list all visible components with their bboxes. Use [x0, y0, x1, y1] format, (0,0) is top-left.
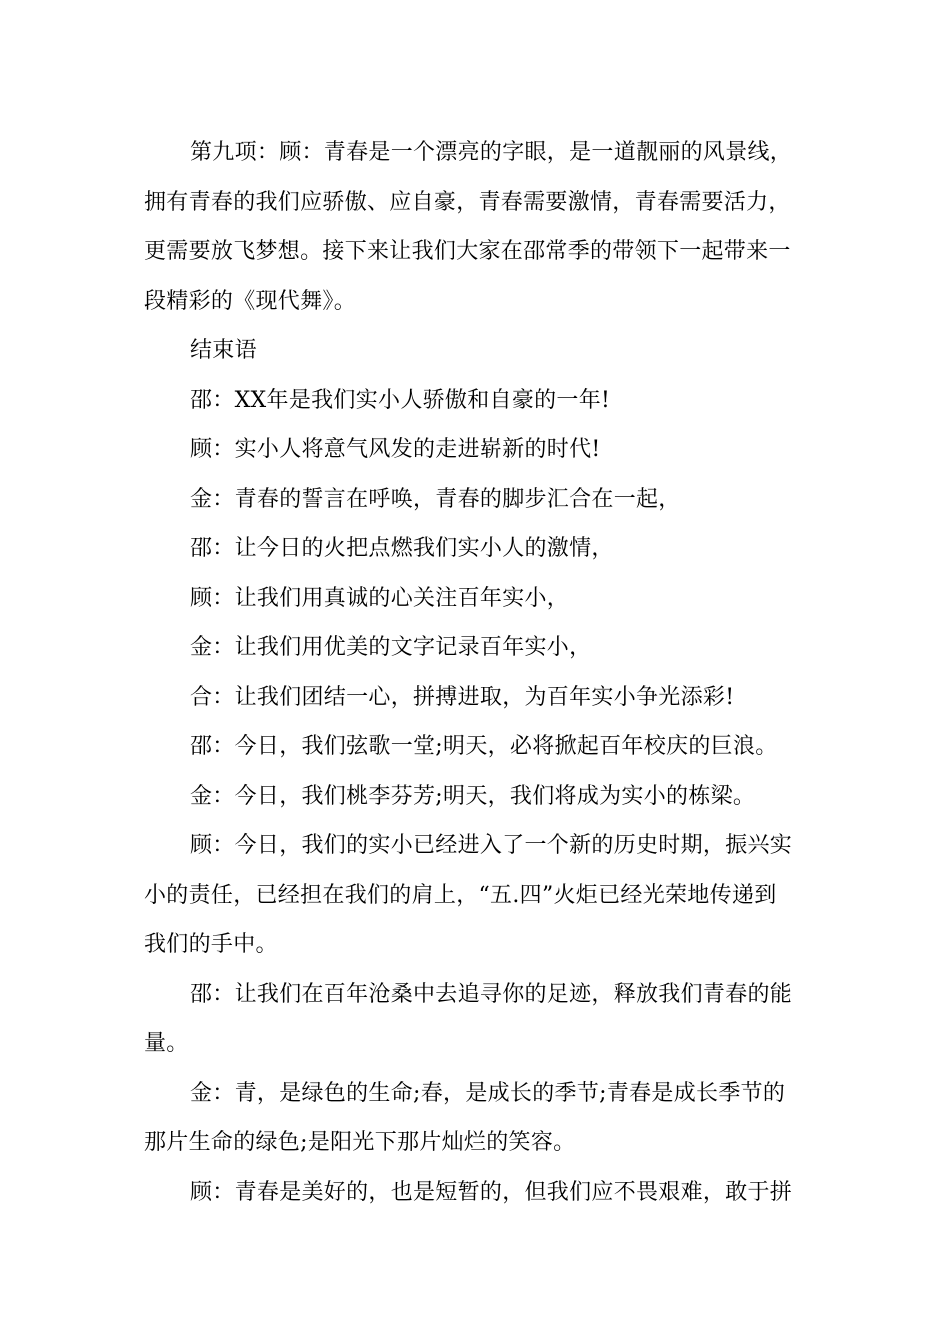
text-line: 顾：让我们用真诚的心关注百年实小，: [190, 585, 570, 611]
text-line: 我们的手中。: [144, 932, 278, 957]
dialogue-line: [144, 772, 808, 822]
text-line: 合：让我们团结一心，拼搏进取，为百年实小争光添彩!: [190, 684, 735, 710]
dialogue-line: [144, 574, 808, 624]
dialogue-line: [144, 524, 808, 574]
text-line: 邵：今日，我们弦歌一堂;明天，必将掀起百年校庆的巨浪。: [190, 734, 778, 759]
dialogue-paragraph: [144, 970, 808, 1069]
text-line: 第九项：顾：青春是一个漂亮的字眼，是一道靓丽的风景线，: [190, 140, 793, 165]
text-line: 金：让我们用优美的文字记录百年实小，: [190, 635, 592, 660]
text-line: 金：今日，我们桃李芬芳;明天，我们将成为实小的栋梁。: [190, 783, 756, 809]
section-heading-closing: [144, 326, 808, 376]
text-line: 顾：今日，我们的实小已经进入了一个新的历史时期，振兴实: [190, 833, 793, 858]
text-line: 金：青春的誓言在呼唤，青春的脚步汇合在一起，: [190, 486, 681, 512]
text-line: 邵：让我们在百年沧桑中去追寻你的足迹，释放我们青春的能: [190, 981, 793, 1007]
text-line: 邵：XX年是我们实小人骄傲和自豪的一年!: [190, 387, 611, 413]
dialogue-line: [144, 475, 808, 525]
text-line: 邵：让今日的火把点燃我们实小人的激情，: [190, 536, 614, 561]
text-line: 小的责任，已经担在我们的肩上，“五.四”火炬已经光荣地传递到: [144, 882, 777, 908]
text-line: 段精彩的《现代舞》。: [144, 288, 357, 314]
document-page: [144, 128, 808, 1217]
text-line: 金：青，是绿色的生命;春，是成长的季节;青春是成长季节的: [190, 1080, 786, 1106]
dialogue-paragraph: [144, 821, 808, 970]
text-line: 更需要放飞梦想。接下来让我们大家在邵常季的带领下一起带来一: [144, 239, 791, 264]
text-line: 量。: [144, 1031, 189, 1056]
dialogue-line: [144, 376, 808, 426]
text-line: 拥有青春的我们应骄傲、应自豪，青春需要激情，青春需要活力，: [144, 189, 791, 215]
text-line: 那片生命的绿色;是阳光下那片灿烂的笑容。: [144, 1130, 576, 1155]
dialogue-line: [144, 425, 808, 475]
dialogue-paragraph: [144, 1069, 808, 1168]
dialogue-line: [144, 623, 808, 673]
text-line: 结束语: [190, 338, 257, 363]
text-line: 顾：实小人将意气风发的走进崭新的时代!: [190, 437, 601, 462]
paragraph-performance-9: [144, 128, 808, 326]
dialogue-line: [144, 722, 808, 772]
text-line: 顾：青春是美好的，也是短暂的，但我们应不畏艰难，敢于拼: [190, 1179, 793, 1205]
dialogue-line: [144, 673, 808, 723]
dialogue-line: [144, 1168, 808, 1218]
